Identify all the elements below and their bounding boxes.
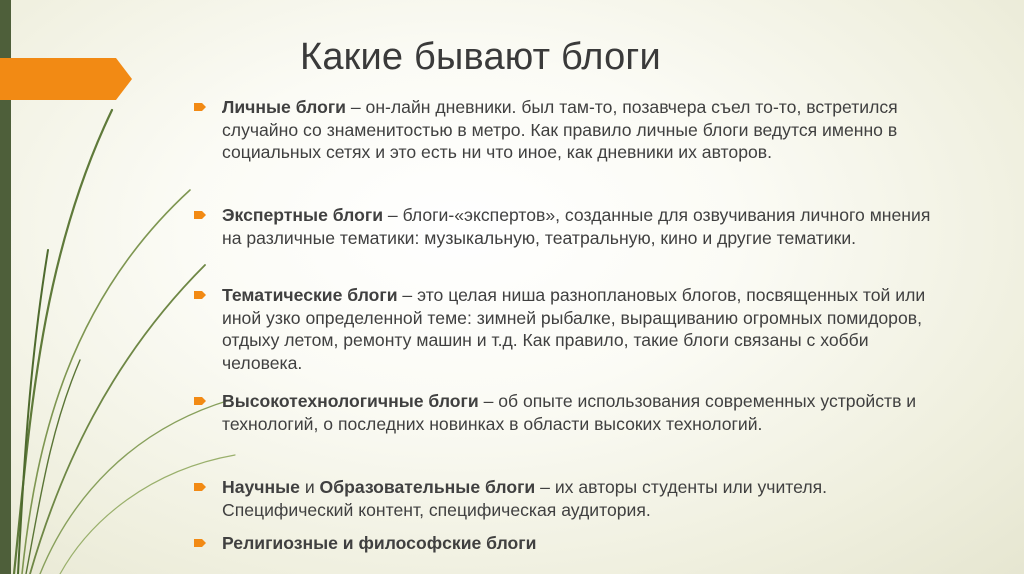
item-text: – об опыте использования современных устройств и технологий, о последних новинках в области высоких технологий. (222, 391, 917, 434)
orange-arrow-bullet-icon (194, 102, 206, 112)
list-item-hitech-blogs (192, 390, 937, 435)
orange-arrow-bullet-icon (194, 290, 206, 300)
list-item-religious-blogs (192, 532, 937, 555)
item-text: – это целая ниша разноплановых блогов, посвященных той или иной узко определенной теме: зимней рыбалке, выращиванию огромных помидоров, отдыху летом, ремонту машин и т.д. Как правило, такие блоги связаны с хобби человека. (222, 285, 926, 373)
item-text: – блоги-«экспертов», созданные для озвучивания личного мнения на различные тематики: музыкальную, театральную, кино и другие тематики. (222, 205, 931, 248)
list-item-expert-blogs (192, 204, 937, 249)
list-item-science-edu-blogs (192, 476, 937, 521)
slide-title: Какие бывают блоги (300, 36, 661, 78)
list-item-personal-blogs (192, 96, 937, 164)
item-lead: Научные (222, 477, 300, 497)
orange-arrow-bullet-icon (194, 482, 206, 492)
item-lead: Тематические блоги (222, 285, 398, 305)
orange-accent-arrow (0, 58, 132, 100)
item-lead: Религиозные и философские блоги (222, 533, 537, 553)
orange-arrow-bullet-icon (194, 538, 206, 548)
item-lead: Высокотехнологичные блоги (222, 391, 479, 411)
item-text: – их авторы студенты или учителя. Специфический контент, специфическая аудитория. (222, 477, 828, 520)
item-lead: Экспертные блоги (222, 205, 384, 225)
item-lead: Личные блоги (222, 97, 346, 117)
list-item-thematic-blogs (192, 284, 937, 374)
orange-arrow-bullet-icon (194, 210, 206, 220)
item-lead-second: Образовательные блоги (319, 477, 536, 497)
item-connector: и (299, 477, 320, 497)
orange-arrow-bullet-icon (194, 396, 206, 406)
item-text: – он-лайн дневники. был там-то, позавчера съел то-то, встретился случайно со знаменитостью в метро. Как правило личные блоги ведутся именно в социальных сетях и это есть ни что иное, как дневники их авторов. (222, 97, 898, 162)
